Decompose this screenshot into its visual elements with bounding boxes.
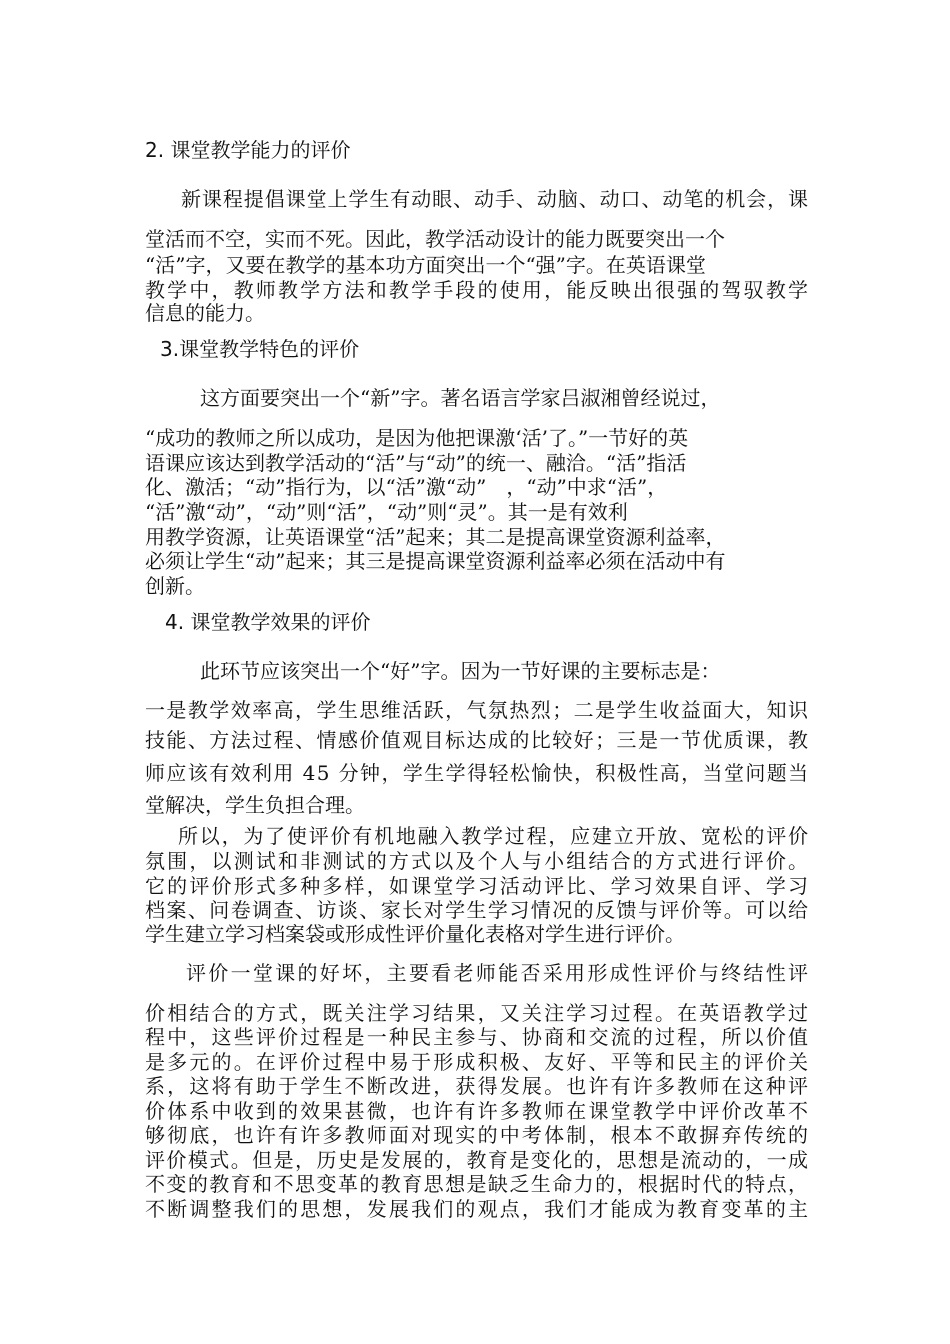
paragraph-6-line-9: 不变的教育和不思变革的教育思想是缺乏生命力的，根据时代的特点， — [145, 1172, 810, 1196]
paragraph-6-line-6: 价体系中收到的效果甚微，也许有许多教师在课堂教学中评价改革不 — [145, 1099, 811, 1123]
section-2-line-3: “活”字，又要在教学的基本功方面突出一个“强”字。在英语课堂 — [145, 253, 706, 277]
section-4-heading: 4. 课堂教学效果的评价 — [165, 610, 371, 634]
section-3-line-6: 用教学资源，让英语课堂“活”起来；其二是提高课堂资源利益率， — [145, 525, 726, 549]
paragraph-6-line-1: 评价一堂课的好坏，主要看老师能否采用形成性评价与终结性评 — [186, 961, 811, 985]
section-4-line-3: 技能、方法过程、情感价值观目标达成的比较好；三是一节优质课，教 — [145, 728, 810, 752]
section-3-line-3: 语课应该达到教学活动的“活”与“动”的统一、融洽。“活”指活 — [145, 451, 687, 475]
section-3-line-4: 化、激活；“动”指行为，以“活”激“动” ，“动”中求“活”， — [145, 475, 668, 499]
section-2-heading: 2. 课堂教学能力的评价 — [145, 138, 351, 162]
section-2-line-5: 信息的能力。 — [145, 301, 265, 325]
paragraph-6-line-3: 程中，这些评价过程是一种民主参与、协商和交流的过程，所以价值 — [145, 1025, 811, 1049]
section-3-line-2: “成功的教师之所以成功，是因为他把课激‘活’了。”一节好的英 — [145, 426, 689, 450]
section-4-line-2: 一是教学效率高，学生思维活跃，气氛热烈；二是学生收益面大，知识 — [145, 698, 810, 722]
paragraph-6-line-5: 系，这将有助于学生不断改进，获得发展。也许有许多教师在这种评 — [145, 1074, 811, 1098]
paragraph-6-line-10: 不断调整我们的思想，发展我们的观点，我们才能成为教育变革的主 — [145, 1197, 811, 1221]
paragraph-6-line-4: 是多元的。在评价过程中易于形成积极、友好、平等和民主的评价关 — [145, 1050, 811, 1074]
paragraph-5-line-4: 档案、问卷调查、访谈、家长对学生学习情况的反馈与评价等。可以给 — [145, 898, 810, 922]
section-3-line-1: 这方面要突出一个“新”字。著名语言学家吕淑湘曾经说过， — [200, 386, 721, 410]
paragraph-6-line-7: 够彻底，也许有许多教师面对现实的中考体制，根本不敢摒弃传统的 — [145, 1123, 811, 1147]
section-4-line-4: 师应该有效利用 45 分钟，学生学得轻松愉快，积极性高，当堂问题当 — [145, 761, 810, 785]
section-4-line-1: 此环节应该突出一个“好”字。因为一节好课的主要标志是： — [200, 659, 721, 683]
section-2-line-4: 教学中，教师教学方法和教学手段的使用，能反映出很强的驾驭教学 — [145, 278, 811, 302]
section-4-line-5: 堂解决，学生负担合理。 — [145, 793, 365, 817]
section-2-line-1: 新课程提倡课堂上学生有动眼、动手、动脑、动口、动笔的机会，课 — [181, 187, 809, 211]
section-3-line-5: “活”激“动”，“动”则“活”，“动”则“灵”。其一是有效利 — [145, 500, 628, 524]
paragraph-5-line-2: 氛围，以测试和非测试的方式以及个人与小组结合的方式进行评价。 — [145, 849, 811, 873]
section-3-line-8: 创新。 — [145, 574, 205, 598]
paragraph-5-line-1: 所以，为了使评价有机地融入教学过程，应建立开放、宽松的评价 — [178, 824, 810, 848]
section-3-heading: 3.课堂教学特色的评价 — [160, 337, 360, 361]
section-3-line-7: 必须让学生“动”起来；其三是提高课堂资源利益率必须在活动中有 — [145, 549, 726, 573]
paragraph-5-line-5: 学生建立学习档案袋或形成性评价量化表格对学生进行评价。 — [145, 922, 685, 946]
section-2-line-2: 堂活而不空，实而不死。因此，教学活动设计的能力既要突出一个 — [145, 227, 725, 251]
paragraph-5-line-3: 它的评价形式多种多样，如课堂学习活动评比、学习效果自评、学习 — [145, 874, 811, 898]
paragraph-6-line-2: 价相结合的方式，既关注学习结果，又关注学习过程。在英语教学过 — [145, 1001, 811, 1025]
paragraph-6-line-8: 评价模式。但是，历史是发展的，教育是变化的，思想是流动的，一成 — [145, 1148, 810, 1172]
